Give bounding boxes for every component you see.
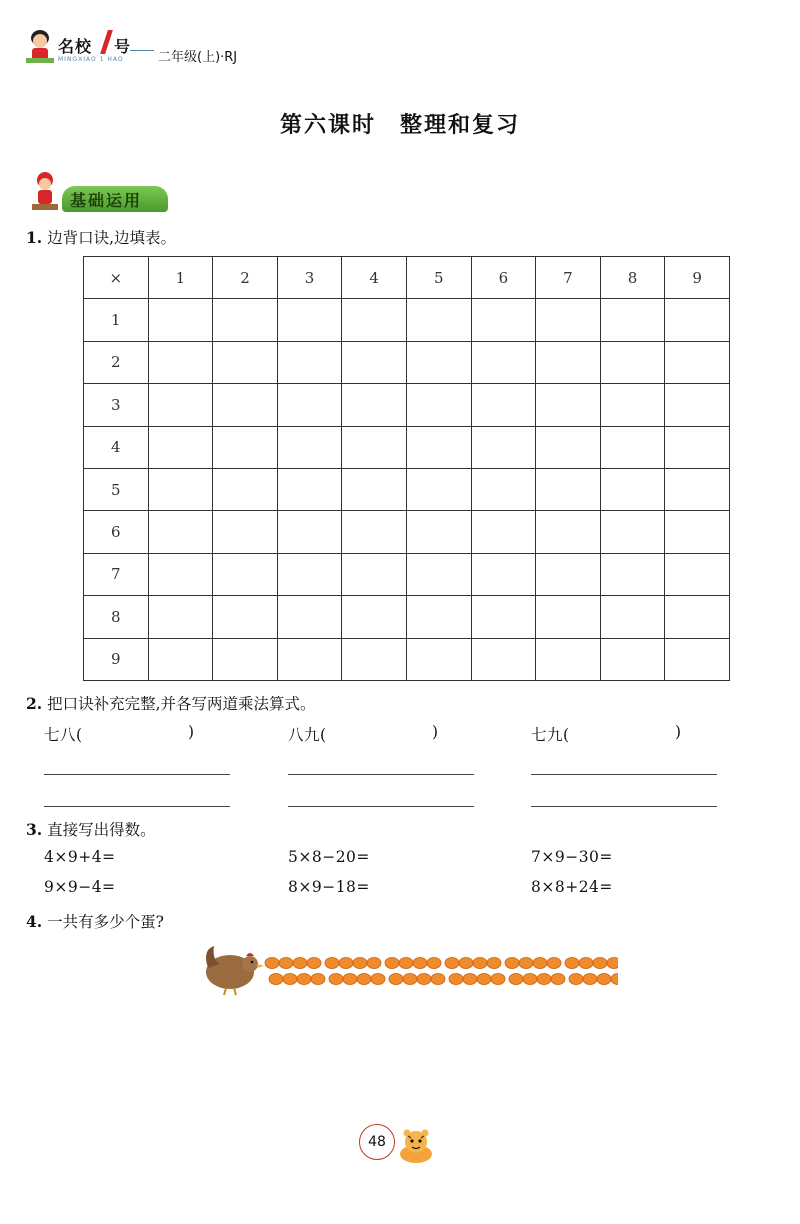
answer-cell[interactable]	[148, 384, 213, 426]
answer-cell[interactable]	[342, 384, 407, 426]
table-row	[84, 511, 730, 553]
table-row	[84, 638, 730, 680]
multiplication-table	[83, 256, 730, 681]
row-header: 5	[84, 468, 149, 510]
answer-cell[interactable]	[148, 596, 213, 638]
answer-cell[interactable]	[148, 341, 213, 383]
egg-icon	[505, 958, 519, 969]
rhyme-fill-1[interactable]	[44, 723, 204, 745]
egg-icon	[417, 974, 431, 985]
egg-icon	[307, 958, 321, 969]
egg-group	[505, 958, 565, 985]
egg-icon	[597, 974, 611, 985]
hen-icon	[200, 940, 266, 996]
egg-group	[445, 958, 505, 985]
q2-heading	[26, 692, 316, 714]
egg-icon	[269, 974, 283, 985]
egg-icon	[325, 958, 339, 969]
egg-group	[565, 958, 618, 985]
row-header: 8	[84, 596, 149, 638]
page-number: 48	[359, 1124, 395, 1160]
answer-cell[interactable]	[536, 638, 601, 680]
egg-icon	[339, 958, 353, 969]
answer-cell[interactable]	[213, 596, 278, 638]
answer-cell[interactable]	[471, 638, 536, 680]
answer-cell[interactable]	[342, 426, 407, 468]
egg-group	[265, 958, 325, 985]
egg-icon	[459, 958, 473, 969]
egg-icon	[343, 974, 357, 985]
section-label: 基础运用	[70, 191, 143, 210]
answer-cell[interactable]	[406, 341, 471, 383]
answer-cell[interactable]	[600, 596, 665, 638]
answer-cell[interactable]	[277, 299, 342, 341]
egg-icon	[293, 958, 307, 969]
mascot-icon	[24, 28, 56, 66]
rhyme-label: 七九(	[531, 726, 570, 744]
answer-cell[interactable]	[148, 299, 213, 341]
answer-cell[interactable]	[600, 511, 665, 553]
rhyme-close: )	[188, 723, 195, 741]
row-header: 1	[84, 299, 149, 341]
col-header: 9	[665, 257, 730, 299]
egg-icon	[265, 958, 279, 969]
brand-number: 号	[114, 37, 131, 56]
answer-cell[interactable]	[342, 553, 407, 595]
answer-cell[interactable]	[665, 299, 730, 341]
answer-cell[interactable]	[213, 553, 278, 595]
answer-line[interactable]	[288, 806, 474, 807]
answer-cell[interactable]	[665, 638, 730, 680]
answer-line[interactable]	[44, 774, 230, 775]
answer-cell[interactable]	[471, 341, 536, 383]
egg-icon	[547, 958, 561, 969]
answer-cell[interactable]	[148, 426, 213, 468]
egg-icon	[413, 958, 427, 969]
answer-cell[interactable]	[536, 511, 601, 553]
answer-cell[interactable]	[471, 511, 536, 553]
answer-cell[interactable]	[342, 511, 407, 553]
answer-cell[interactable]	[471, 299, 536, 341]
egg-icon	[367, 958, 381, 969]
col-header: 8	[600, 257, 665, 299]
q1-text: 边背口诀,边填表。	[47, 229, 177, 247]
row-header: 9	[84, 638, 149, 680]
egg-icon	[399, 958, 413, 969]
answer-cell[interactable]	[471, 468, 536, 510]
answer-cell[interactable]	[471, 426, 536, 468]
answer-cell[interactable]	[213, 341, 278, 383]
answer-cell[interactable]	[471, 596, 536, 638]
rhyme-close: )	[675, 723, 682, 741]
egg-icon	[279, 958, 293, 969]
col-header: 1	[148, 257, 213, 299]
egg-icon	[477, 974, 491, 985]
egg-group	[325, 958, 385, 985]
answer-cell[interactable]	[536, 426, 601, 468]
row-header: 3	[84, 384, 149, 426]
egg-icon	[565, 958, 579, 969]
col-header: 6	[471, 257, 536, 299]
arithmetic-expr[interactable]: 8×8+24=	[531, 878, 613, 896]
row-header: 2	[84, 341, 149, 383]
tiger-icon	[396, 1126, 436, 1166]
answer-cell[interactable]	[665, 511, 730, 553]
answer-line[interactable]	[531, 774, 717, 775]
q4-number: 4.	[26, 912, 43, 931]
q3-text: 直接写出得数。	[47, 821, 156, 839]
rhyme-label: 八九(	[288, 726, 327, 744]
corner-cell: ×	[84, 257, 149, 299]
answer-cell[interactable]	[406, 596, 471, 638]
egg-icon	[523, 974, 537, 985]
answer-cell[interactable]	[406, 553, 471, 595]
answer-cell[interactable]	[600, 553, 665, 595]
egg-icon	[611, 974, 618, 985]
answer-cell[interactable]	[148, 468, 213, 510]
answer-cell[interactable]	[665, 553, 730, 595]
egg-icon	[297, 974, 311, 985]
answer-cell[interactable]	[277, 468, 342, 510]
arithmetic-expr[interactable]: 8×9−18=	[288, 878, 370, 896]
answer-cell[interactable]	[600, 638, 665, 680]
table-row	[84, 384, 730, 426]
answer-cell[interactable]	[471, 553, 536, 595]
table-row	[84, 553, 730, 595]
answer-cell[interactable]	[342, 638, 407, 680]
answer-cell[interactable]	[213, 426, 278, 468]
egg-icon	[593, 958, 607, 969]
rhyme-label: 七八(	[44, 726, 83, 744]
answer-cell[interactable]	[536, 596, 601, 638]
answer-cell[interactable]	[536, 299, 601, 341]
answer-cell[interactable]	[342, 299, 407, 341]
arithmetic-expr[interactable]: 5×8−20=	[288, 848, 370, 866]
rhyme-close: )	[432, 723, 439, 741]
answer-line[interactable]	[44, 806, 230, 807]
answer-cell[interactable]	[277, 553, 342, 595]
egg-icon	[607, 958, 618, 969]
arithmetic-expr[interactable]: 4×9+4=	[44, 848, 116, 866]
answer-cell[interactable]	[665, 468, 730, 510]
answer-cell[interactable]	[277, 638, 342, 680]
egg-icon	[519, 958, 533, 969]
q3-heading	[26, 818, 156, 840]
answer-cell[interactable]	[536, 553, 601, 595]
answer-cell[interactable]	[600, 426, 665, 468]
row-header: 6	[84, 511, 149, 553]
answer-cell[interactable]	[665, 341, 730, 383]
brand-pinyin: MINGXIAO 1 HAO	[58, 56, 124, 63]
egg-icon	[283, 974, 297, 985]
rhyme-fill-2[interactable]	[288, 723, 448, 745]
egg-icon	[445, 958, 459, 969]
col-header: 4	[342, 257, 407, 299]
table-row	[84, 341, 730, 383]
egg-icon	[551, 974, 565, 985]
answer-cell[interactable]	[277, 426, 342, 468]
answer-cell[interactable]	[213, 511, 278, 553]
q4-heading	[26, 910, 164, 932]
answer-cell[interactable]	[148, 638, 213, 680]
egg-icon	[403, 974, 417, 985]
answer-line[interactable]	[288, 774, 474, 775]
answer-cell[interactable]	[277, 511, 342, 553]
q1-heading	[26, 226, 176, 248]
egg-group	[385, 958, 445, 985]
q2-number: 2.	[26, 694, 43, 713]
answer-cell[interactable]	[600, 468, 665, 510]
egg-icon	[579, 958, 593, 969]
answer-cell[interactable]	[213, 299, 278, 341]
answer-cell[interactable]	[406, 511, 471, 553]
table-row	[84, 596, 730, 638]
egg-icon	[329, 974, 343, 985]
egg-groups	[264, 954, 618, 990]
table-header-row	[84, 257, 730, 299]
arithmetic-expr[interactable]: 9×9−4=	[44, 878, 116, 896]
egg-icon	[569, 974, 583, 985]
egg-icon	[491, 974, 505, 985]
table-row	[84, 299, 730, 341]
egg-icon	[537, 974, 551, 985]
col-header: 7	[536, 257, 601, 299]
egg-icon	[463, 974, 477, 985]
egg-icon	[357, 974, 371, 985]
student-icon	[28, 170, 62, 214]
egg-icon	[487, 958, 501, 969]
q3-number: 3.	[26, 820, 43, 839]
egg-icon	[371, 974, 385, 985]
col-header: 3	[277, 257, 342, 299]
egg-icon	[583, 974, 597, 985]
answer-cell[interactable]	[471, 384, 536, 426]
answer-cell[interactable]	[406, 468, 471, 510]
answer-cell[interactable]	[277, 384, 342, 426]
egg-icon	[353, 958, 367, 969]
answer-cell[interactable]	[342, 596, 407, 638]
row-header: 7	[84, 553, 149, 595]
col-header: 2	[213, 257, 278, 299]
q4-text: 一共有多少个蛋?	[47, 913, 164, 931]
answer-cell[interactable]	[600, 341, 665, 383]
col-header: 5	[406, 257, 471, 299]
arithmetic-expr[interactable]: 7×9−30=	[531, 848, 613, 866]
answer-cell[interactable]	[406, 384, 471, 426]
egg-icon	[533, 958, 547, 969]
answer-cell[interactable]	[536, 341, 601, 383]
row-header: 4	[84, 426, 149, 468]
answer-cell[interactable]	[213, 384, 278, 426]
answer-cell[interactable]	[213, 638, 278, 680]
answer-cell[interactable]	[406, 426, 471, 468]
rhyme-fill-3[interactable]	[531, 723, 691, 745]
answer-cell[interactable]	[406, 299, 471, 341]
answer-cell[interactable]	[600, 384, 665, 426]
brand-slash	[100, 30, 113, 54]
brand-name: 名校	[58, 37, 93, 56]
q1-number: 1.	[26, 228, 43, 247]
q2-text: 把口诀补充完整,并各写两道乘法算式。	[47, 695, 316, 713]
answer-cell[interactable]	[536, 384, 601, 426]
header-rule	[130, 50, 154, 51]
page-title: 第六课时 整理和复习	[279, 113, 520, 138]
answer-cell[interactable]	[277, 596, 342, 638]
answer-cell[interactable]	[213, 468, 278, 510]
egg-icon	[509, 974, 523, 985]
egg-icon	[311, 974, 325, 985]
answer-cell[interactable]	[665, 384, 730, 426]
answer-cell[interactable]	[342, 468, 407, 510]
answer-cell[interactable]	[665, 596, 730, 638]
grade-label: 二年级(上)·RJ	[158, 50, 238, 65]
egg-icon	[389, 974, 403, 985]
answer-cell[interactable]	[148, 553, 213, 595]
answer-cell[interactable]	[600, 299, 665, 341]
egg-icon	[449, 974, 463, 985]
egg-icon	[385, 958, 399, 969]
answer-line[interactable]	[531, 806, 717, 807]
answer-cell[interactable]	[536, 468, 601, 510]
answer-cell[interactable]	[277, 341, 342, 383]
egg-icon	[431, 974, 445, 985]
egg-icon	[427, 958, 441, 969]
answer-cell[interactable]	[148, 511, 213, 553]
answer-cell[interactable]	[342, 341, 407, 383]
answer-cell[interactable]	[665, 426, 730, 468]
answer-cell[interactable]	[406, 638, 471, 680]
table-row	[84, 426, 730, 468]
egg-icon	[473, 958, 487, 969]
table-row	[84, 468, 730, 510]
